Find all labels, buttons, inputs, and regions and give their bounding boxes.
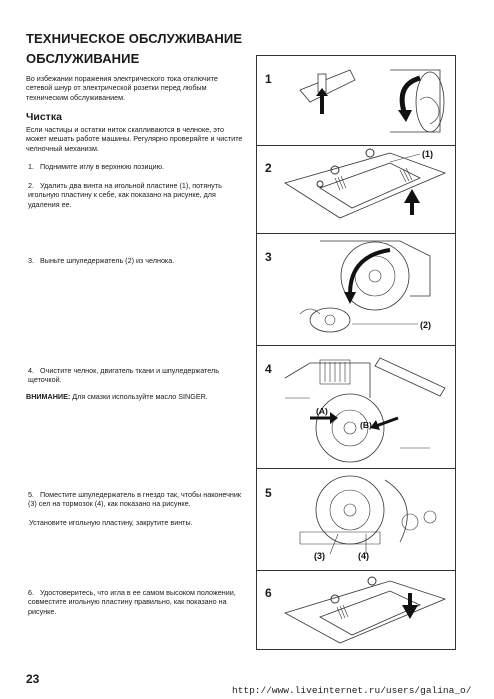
divider [256,345,456,346]
step-5-extra: Установите игольную пластину, закрутите винты. [29,518,193,527]
step-number: 2. [28,181,34,190]
label-a: (A) [316,406,328,416]
warning-note [26,392,240,401]
page-number: 23 [26,672,40,686]
intro-paragraph: Во избежании поражения электрического тока отключите сетевой шнур от электрической розетки перед любым техническим обслуживанием. [26,74,218,102]
brush-icon [375,358,445,396]
step-number: 3. [28,256,34,265]
step-2 [28,181,242,209]
footer-url: http://www.liveinternet.ru/users/galina_o/ [232,685,472,696]
warning-text: Для смазки используйте масло SINGER. [70,392,208,401]
step-text: Выньте шпуледержатель (2) из челнока. [40,256,175,265]
divider [256,468,456,469]
step-5 [28,490,242,509]
figure-number-1: 1 [265,72,272,86]
label-bobbin-case: (2) [420,320,431,330]
section-heading: ОБСЛУЖИВАНИЕ [26,51,140,66]
cleaning-paragraph: Если частицы и остатки ниток скапливаются в челноке, это может мешать работе машины. Регулярно проверяйте и чистите челночный механизм. [26,125,243,153]
step-3 [28,256,242,265]
step-text: Поднимите иглу в верхнюю позицию. [40,162,165,171]
page-title: ТЕХНИЧЕСКОЕ ОБСЛУЖИВАНИЕ [26,31,243,46]
step-number: 6. [28,588,34,597]
lift-arrow-icon [404,189,420,215]
label-b: (B) [360,420,372,430]
divider [256,233,456,234]
figure-remove-needle-plate [280,148,450,230]
step-number: 4. [28,366,34,375]
step-6 [28,588,242,616]
label-tip: (3) [314,551,325,561]
figure-remove-bobbin-case [280,236,450,342]
step-4 [28,366,242,385]
step-text: Удалить два винта на игольной пластине (1), потянуть игольную пластину к себе, как показано на рисунке, для удаления ее. [28,181,222,209]
figure-number-4: 4 [265,362,272,376]
figure-number-5: 5 [265,486,272,500]
warning-label: ВНИМАНИЕ: [26,392,71,401]
divider [256,570,456,571]
figure-number-2: 2 [265,161,272,175]
step-text: Поместите шпуледержатель в гнездо так, чтобы наконечник (3) сел на тормозок (4), как показано на рисунке. [28,490,242,509]
figure-raise-needle [280,60,450,142]
step-1 [28,162,242,171]
figure-number-3: 3 [265,250,272,264]
figure-clean-shuttle [280,348,450,466]
step-text: Очистите челнок, двигатель ткани и шпуледержатель щеточкой. [28,366,219,385]
figure-insert-bobbin-case [280,472,450,568]
step-number: 5. [28,490,34,499]
rotate-arrow-icon [402,78,420,115]
divider [256,145,456,146]
label-stopper: (4) [358,551,369,561]
cleaning-heading: Чистка [26,111,62,123]
figure-install-needle-plate [280,573,450,647]
step-number: 1. [28,162,34,171]
pull-arrow-icon [350,250,390,294]
step-text: Удостоверитесь, что игла в ее самом высоком положении, совместите игольную пластину правильно, как показано на рисунке. [28,588,236,616]
down-arrow-icon [402,593,418,619]
figure-number-6: 6 [265,586,272,600]
label-needle-plate: (1) [422,149,433,159]
